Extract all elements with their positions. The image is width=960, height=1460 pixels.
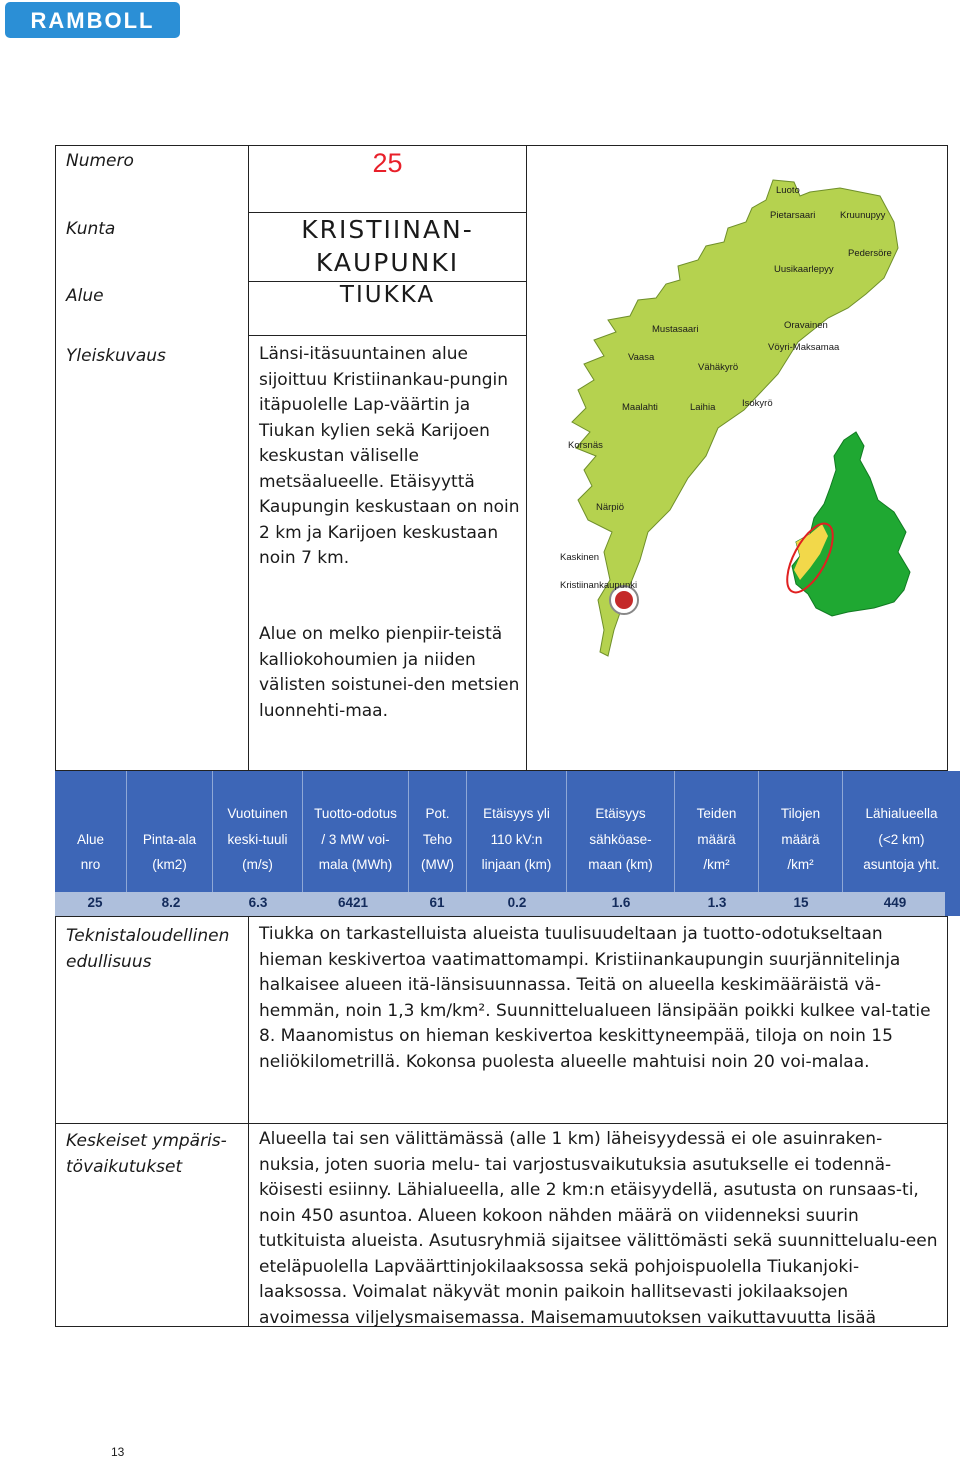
stats-header: / 3 MW voi- (321, 831, 390, 847)
stats-header: linjaan (km) (481, 857, 552, 872)
map-label: Vähäkyrö (698, 362, 739, 373)
stats-header: Pot. (425, 806, 450, 821)
overview-paragraph-2: Alue on melko pienpiir-teistä kalliokohoumien ja niiden välisten soistunei-den metsien luonnehti-maa. (259, 624, 520, 721)
technical-text: Tiukka on tarkastelluista alueista tuulisuudeltaan ja tuotto-odotukseltaan hieman keskivertoa vaatimattomampi. Kristiinankaupungin suurjännitelinja halkaisee alueen itä-länsisuunnassa. Teitä on alueella keskimääräistä vä-hemmän, noin 1,3 km/km². Suunnittelualueen länsipään poikki kulkee val-tatie 8. Maanomistus on hieman keskivertoa keskittyneempää, tiloja on noin 15 neliökilometrillä. Kokonsa puolesta alueelle mahtuisi noin 20 voi-malaa. (259, 924, 931, 1072)
stats-value: 61 (429, 895, 445, 910)
page-number: 13 (111, 1445, 125, 1459)
technical-label: Teknistaloudellinen edullisuus (66, 926, 230, 972)
logo-text: RAMBOLL (30, 8, 155, 33)
stats-header: (km2) (152, 857, 187, 872)
stats-header: mala (MWh) (318, 857, 393, 872)
ramboll-logo (5, 2, 180, 38)
stats-header: Etäisyys yli (483, 806, 550, 821)
map-label: Luoto (776, 185, 800, 196)
map-label: Vaasa (628, 352, 655, 363)
stats-value: 6.3 (248, 895, 268, 910)
site-number: 25 (372, 148, 403, 178)
stats-header: nro (80, 857, 101, 872)
numero-label: Numero (66, 151, 134, 171)
yleiskuvaus-label: Yleiskuvaus (66, 346, 166, 366)
map-label: Maalahti (622, 402, 658, 413)
stats-header: Vuotuinen (227, 806, 288, 821)
map-label: Laihia (690, 402, 716, 413)
map-label: Uusikaarlepyy (774, 264, 834, 275)
map-label: Kaskinen (560, 552, 600, 563)
stats-header: maan (km) (588, 857, 653, 872)
stats-header: (<2 km) (878, 831, 925, 847)
map-label: Kruunupyy (840, 210, 886, 221)
stats-header: keski-tuuli (227, 831, 288, 847)
map-label: Oravainen (784, 320, 828, 331)
municipality-name: KRISTIINAN-KAUPUNKI (301, 215, 474, 277)
stats-header: Pinta-ala (142, 831, 197, 847)
map-label: Pedersöre (848, 248, 892, 259)
stats-values-row (55, 892, 945, 916)
map-label: Korsnäs (568, 440, 603, 451)
stats-header: määrä (781, 831, 820, 847)
stats-value: 0.2 (507, 895, 527, 910)
stats-value: 1.3 (707, 895, 727, 910)
stats-header: Tilojen (780, 806, 821, 821)
map-label: Mustasaari (652, 324, 699, 335)
map-label: Pietarsaari (770, 210, 816, 221)
stats-header: /km² (703, 857, 730, 872)
map-label: Kristiinankaupunki (560, 580, 638, 591)
stats-header: (m/s) (242, 857, 273, 872)
stats-value: 25 (87, 895, 103, 910)
map-label: Närpiö (596, 502, 624, 513)
stats-header (127, 801, 212, 827)
stats-value: 1.6 (611, 895, 631, 910)
stats-header: Teiden (696, 806, 737, 821)
map-label: Vöyri-Maksamaa (768, 342, 840, 353)
finland-map (792, 432, 910, 616)
kunta-label: Kunta (66, 219, 116, 239)
environment-text: Alueella tai sen välittämässä (alle 1 km) läheisyydessä ei ole asuinraken-nuksia, joten suoria melu- tai varjostusvaikutuksia asutukselle ei todennä-köisesti esiinny. Lähialueella, alle 2 km:n etäisyydellä, asutusta on runsaas-ti, noin 450 asuntoa. Alueen kokoon nähden määrä on viidenneksi suurin tutkituista alueista. Asutusryhmiä sijaitsee välittömästi sekä suunnittelualu-een eteläpuolella Lapväärttinjokilaaksossa sekä pohjoispuolella Tiukanjoki-laaksossa. Voimalat näkyvät monin paikoin hallitsevasti jokilaaksojen avoimessa viljelysmaisemassa. Maisemamuutoksen vaikuttavuutta lisää (259, 1129, 938, 1328)
area-name: TIUKKA (339, 282, 436, 308)
overview-paragraph-1: Länsi-itäsuuntainen alue sijoittuu Kristiinankau-pungin itäpuolelle Lap-väärtin ja Tiukan kylien sekä Karijoen keskustan väliselle metsäalueelle. Etäisyyttä Kaupungin keskustaan on noin 2 km ja Karijoen keskustaan noin 7 km. (259, 344, 520, 568)
stats-value: 15 (793, 895, 809, 910)
stats-value: 8.2 (161, 895, 181, 910)
site-marker-center (615, 591, 633, 609)
stats-header: sähköase- (589, 831, 652, 847)
stats-header: 110 kV:n (490, 831, 543, 847)
stats-header: määrä (697, 831, 736, 847)
stats-header: Alue (76, 831, 105, 847)
stats-header: (MW) (421, 857, 454, 872)
stats-header: Lähialueella (865, 806, 938, 821)
stats-header: Tuotto-odotus (314, 806, 397, 821)
stats-value: 6421 (337, 895, 369, 910)
stats-value: 449 (883, 895, 907, 910)
alue-label: Alue (66, 286, 104, 306)
stats-header: Teho (422, 831, 453, 847)
stats-header (55, 801, 126, 827)
map-label: Isokyrö (742, 398, 773, 409)
stats-header: asuntoja yht. (863, 857, 940, 872)
environment-label: Keskeiset ympäris-tövaikutukset (66, 1131, 227, 1177)
stats-header: /km² (787, 857, 814, 872)
location-map (548, 160, 948, 660)
stats-header: Etäisyys (595, 806, 646, 821)
